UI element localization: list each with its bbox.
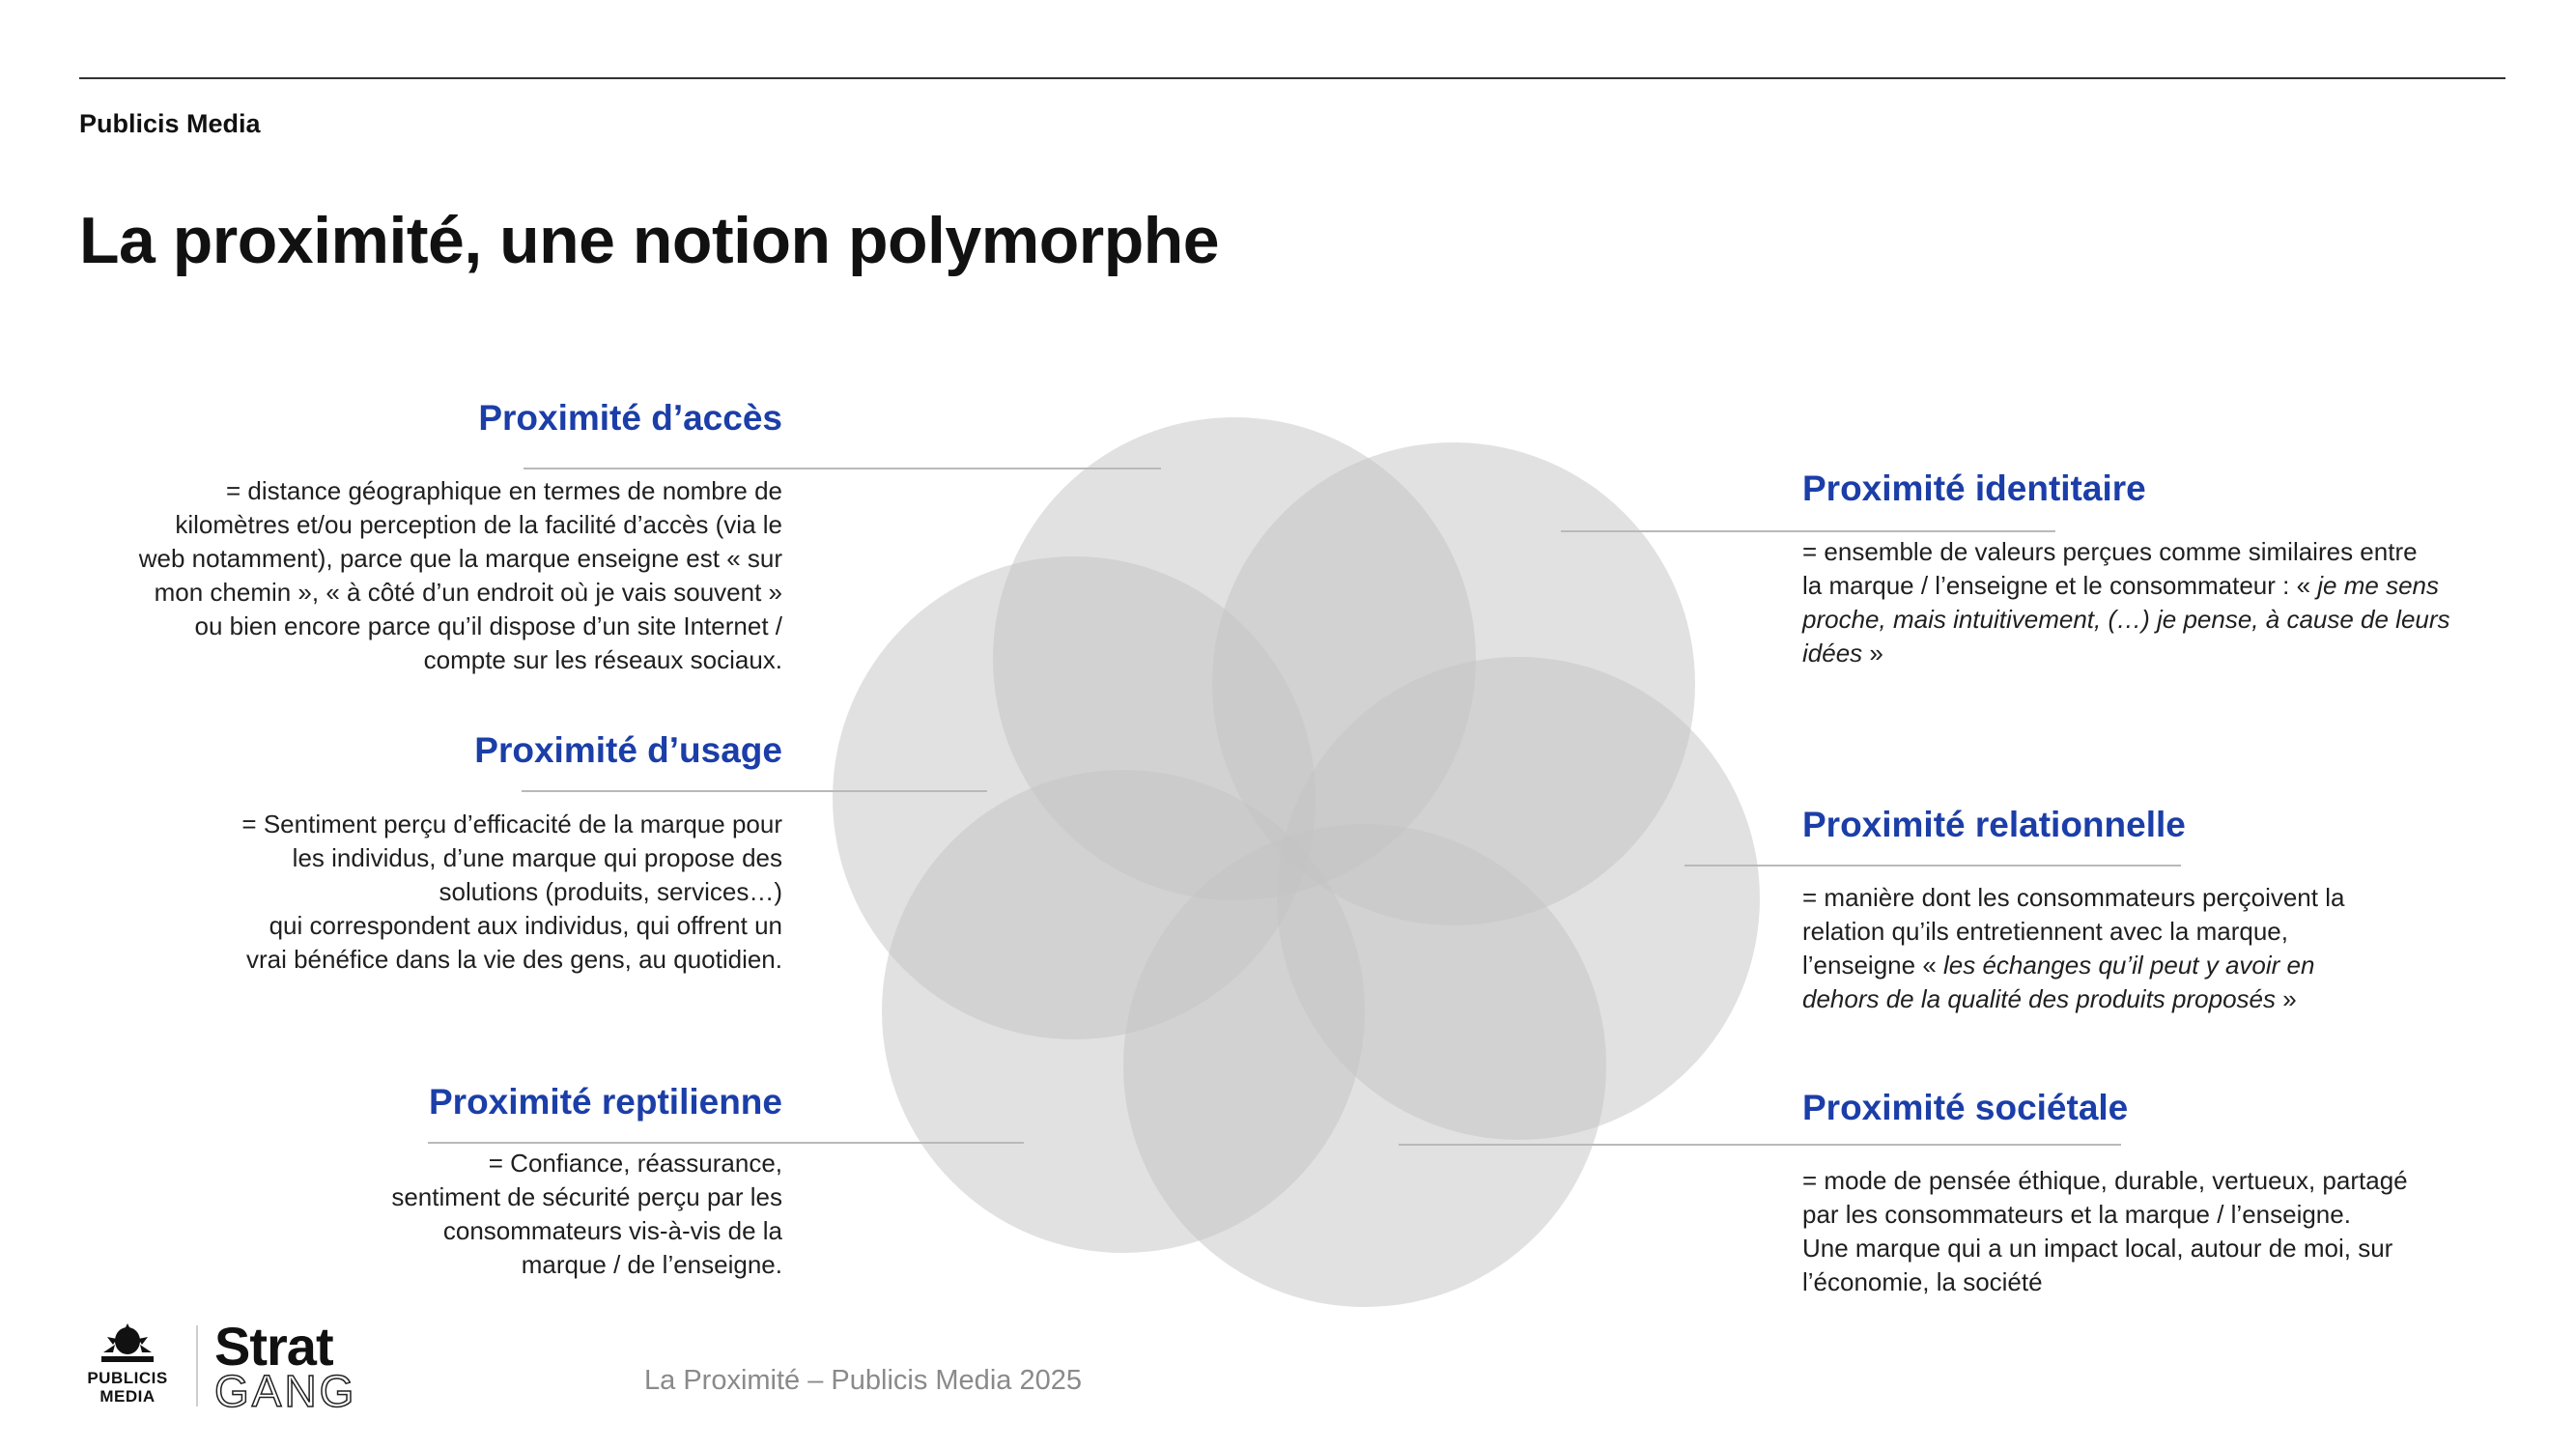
section-societale-text: = mode de pensée éthique, durable, vertueux, partagé par les consommateurs et la marque / l’enseigne. Une marque qui a un impact local, autour de moi, sur l’économie, la société bbox=[1802, 1166, 2408, 1296]
publicis-media-logo: PUBLICIS MEDIA bbox=[79, 1323, 176, 1406]
section-acces-text: = distance géographique en termes de nombre de kilomètres et/ou perception de la facilité d’accès (via le web notamment), parce que la marque enseigne est « sur mon chemin », « à côté d’un endroit où je vais souvent » ou bien encore parce qu’il dispose d’un site Internet / compte sur les réseaux sociaux. bbox=[138, 476, 782, 674]
section-usage-title: Proximité d’usage bbox=[474, 730, 782, 770]
circle-societale bbox=[1123, 824, 1606, 1307]
logo-divider bbox=[196, 1325, 198, 1406]
strat-gang-logo: Strat GANG bbox=[214, 1316, 357, 1416]
section-relationnelle-text: = manière dont les consommateurs perçoivent la relation qu’ils entretiennent avec la marque, l’enseigne « les échanges qu’il peut y avoir en dehors de la qualité des produits proposés » bbox=[1802, 883, 2345, 1013]
section-usage-rule bbox=[522, 790, 987, 792]
section-identitaire-title: Proximité identitaire bbox=[1802, 469, 2146, 508]
footer-caption: La Proximité – Publicis Media 2025 bbox=[644, 1365, 1082, 1396]
section-reptilienne-text: = Confiance, réassurance, sentiment de sécurité perçu par les consommateurs vis-à-vis de la marque / de l’enseigne. bbox=[391, 1149, 782, 1279]
section-relationnelle-rule bbox=[1684, 865, 2181, 867]
section-societale-title: Proximité sociétale bbox=[1802, 1088, 2129, 1127]
section-identitaire bbox=[1802, 469, 2536, 670]
section-usage bbox=[58, 730, 782, 977]
section-relationnelle bbox=[1802, 805, 2536, 1016]
section-reptilienne bbox=[58, 1082, 782, 1282]
section-acces-title: Proximité d’accès bbox=[478, 398, 782, 438]
section-acces-rule bbox=[524, 468, 1161, 469]
section-usage-text: = Sentiment perçu d’efficacité de la marque pour les individus, d’une marque qui propose des solutions (produits, services…) qui correspondent aux individus, qui offrent un vrai bénéfice dans la vie des gens, au quotidien. bbox=[241, 810, 782, 974]
section-reptilienne-title: Proximité reptilienne bbox=[429, 1082, 782, 1122]
section-identitaire-text: = ensemble de valeurs perçues comme similaires entre la marque / l’enseigne et le consommateur : « je me sens proche, mais intuitivement, (…) je pense, à cause de leurs idées » bbox=[1802, 537, 2450, 668]
section-acces bbox=[58, 398, 782, 677]
section-reptilienne-rule bbox=[428, 1142, 1024, 1144]
section-identitaire-rule bbox=[1561, 530, 2055, 532]
lion-emblem-icon bbox=[94, 1323, 161, 1364]
page-title: La proximité, une notion polymorphe bbox=[79, 204, 1220, 277]
section-relationnelle-title: Proximité relationnelle bbox=[1802, 805, 2186, 844]
section-societale bbox=[1802, 1088, 2536, 1299]
section-societale-rule bbox=[1399, 1144, 2121, 1146]
brand-name: Publicis Media bbox=[79, 109, 261, 138]
